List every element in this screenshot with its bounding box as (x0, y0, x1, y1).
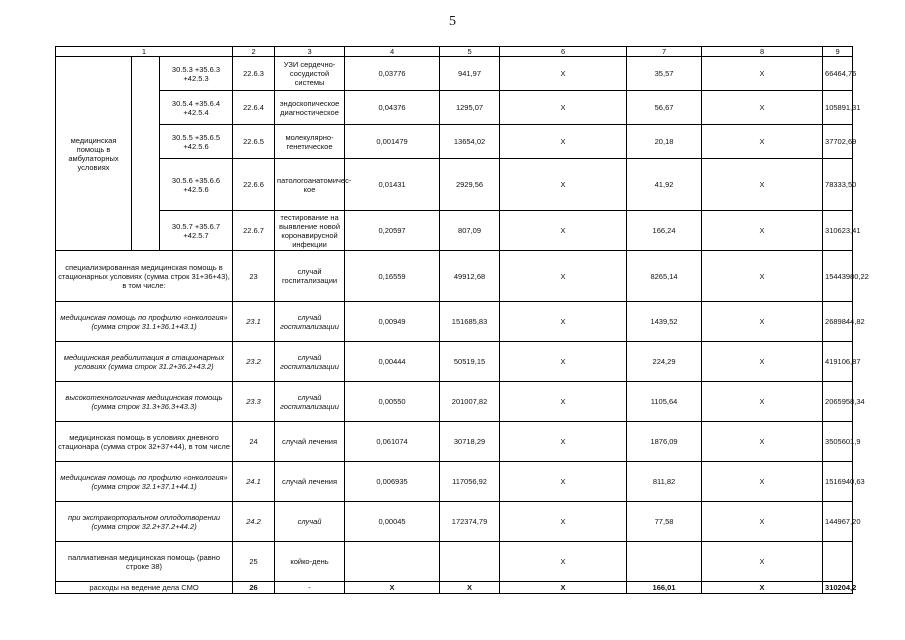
row-label: специализированная медицинская помощь в стационарных условиях (сумма строк 31+36+43), в том числе: (56, 251, 233, 302)
unit-cell: случай госпитализации (275, 382, 345, 422)
header-cell: 5 (440, 47, 500, 57)
value-cell (440, 542, 500, 582)
value-cell: 20,18 (627, 125, 702, 159)
table-row (56, 125, 853, 159)
value-cell: Х (702, 125, 823, 159)
table-row (56, 251, 853, 302)
value-cell: 1439,52 (627, 302, 702, 342)
value-cell: Х (500, 91, 627, 125)
unit-cell: УЗИ сердечно-сосудистой системы (275, 57, 345, 91)
row-label: расходы на ведение дела СМО (56, 582, 233, 594)
unit-cell: случай лечения (275, 462, 345, 502)
header-row (56, 47, 853, 57)
value-cell: 807,09 (440, 211, 500, 251)
value-cell: Х (500, 251, 627, 302)
header-cell: 1 (56, 47, 233, 57)
row-label: медицинская помощь в условиях дневного стационара (сумма строк 32+37+44), в том числе (56, 422, 233, 462)
value-cell: 224,29 (627, 342, 702, 382)
row-number: 26 (233, 582, 275, 594)
table-row (56, 502, 853, 542)
value-cell: 49912,68 (440, 251, 500, 302)
value-cell: 37702,69 (823, 125, 853, 159)
value-cell: 0,006935 (345, 462, 440, 502)
value-cell: Х (702, 422, 823, 462)
row-label: медицинская помощь по профилю «онкология» (сумма строк 32.1+37.1+44.1) (56, 462, 233, 502)
value-cell: 172374,79 (440, 502, 500, 542)
row-number: 22.6.3 (233, 57, 275, 91)
row-number: 24.1 (233, 462, 275, 502)
table-row (56, 91, 853, 125)
value-cell: 166,01 (627, 582, 702, 594)
value-cell: 151685,83 (440, 302, 500, 342)
value-cell: Х (702, 302, 823, 342)
value-cell: 66464,76 (823, 57, 853, 91)
table-row (56, 342, 853, 382)
group-label: медицинская помощь в амбулаторных условиях (56, 57, 132, 251)
value-cell: Х (500, 502, 627, 542)
unit-cell: случай лечения (275, 422, 345, 462)
value-cell: Х (500, 211, 627, 251)
table-row (56, 542, 853, 582)
table-row (56, 302, 853, 342)
value-cell: 0,00444 (345, 342, 440, 382)
code-cell: 30.5.7 +35.6.7 +42.5.7 (160, 211, 233, 251)
value-cell: 0,00949 (345, 302, 440, 342)
value-cell: Х (702, 211, 823, 251)
row-number: 23.2 (233, 342, 275, 382)
value-cell: Х (500, 159, 627, 211)
value-cell: 2065958,34 (823, 382, 853, 422)
value-cell: 310623,41 (823, 211, 853, 251)
unit-cell: эндоскопическое диагностическое (275, 91, 345, 125)
value-cell: Х (500, 125, 627, 159)
value-cell: 56,67 (627, 91, 702, 125)
value-cell: 201007,82 (440, 382, 500, 422)
value-cell: 35,57 (627, 57, 702, 91)
value-cell: Х (500, 382, 627, 422)
value-cell: 30718,29 (440, 422, 500, 462)
table-row (56, 462, 853, 502)
table-row (56, 159, 853, 211)
header-cell: 8 (702, 47, 823, 57)
value-cell: 310204,2 (823, 582, 853, 594)
header-cell: 3 (275, 47, 345, 57)
row-label: паллиативная медицинская помощь (равно строке 38) (56, 542, 233, 582)
row-label: высокотехнологичная медицинская помощь (сумма строк 31.3+36.3+43.3) (56, 382, 233, 422)
value-cell: Х (702, 462, 823, 502)
value-cell: 1105,64 (627, 382, 702, 422)
value-cell (345, 542, 440, 582)
header-cell: 6 (500, 47, 627, 57)
row-label: при экстракорпоральном оплодотворении (сумма строк 32.2+37.2+44.2) (56, 502, 233, 542)
row-number: 22.6.7 (233, 211, 275, 251)
value-cell: Х (702, 382, 823, 422)
unit-cell: случай (275, 502, 345, 542)
value-cell: 166,24 (627, 211, 702, 251)
code-cell: 30.5.4 +35.6.4 +42.5.4 (160, 91, 233, 125)
financial-table (55, 46, 869, 594)
value-cell: Х (702, 502, 823, 542)
row-number: 23 (233, 251, 275, 302)
unit-cell: случай госпитализации (275, 251, 345, 302)
value-cell: Х (440, 582, 500, 594)
unit-cell: тестирование на выявление новой коронавирусной инфекции (275, 211, 345, 251)
value-cell: 0,00550 (345, 382, 440, 422)
value-cell: Х (702, 251, 823, 302)
code-cell: 30.5.3 +35.6.3 +42.5.3 (160, 57, 233, 91)
value-cell: 0,01431 (345, 159, 440, 211)
value-cell: 15443980,22 (823, 251, 853, 302)
value-cell: 50519,15 (440, 342, 500, 382)
value-cell: Х (702, 91, 823, 125)
unit-cell: случай госпитализации (275, 342, 345, 382)
header-cell: 4 (345, 47, 440, 57)
table-row (56, 211, 853, 251)
value-cell: 0,00045 (345, 502, 440, 542)
value-cell: Х (500, 57, 627, 91)
unit-cell: патологоанатомичес-кое (275, 159, 345, 211)
value-cell: 2929,56 (440, 159, 500, 211)
unit-cell: случай госпитализации (275, 302, 345, 342)
value-cell: 419106,87 (823, 342, 853, 382)
row-number: 25 (233, 542, 275, 582)
value-cell: 77,58 (627, 502, 702, 542)
row-number: 24.2 (233, 502, 275, 542)
value-cell: 1876,09 (627, 422, 702, 462)
row-number: 23.1 (233, 302, 275, 342)
value-cell: 0,04376 (345, 91, 440, 125)
value-cell: 41,92 (627, 159, 702, 211)
row-number: 22.6.5 (233, 125, 275, 159)
value-cell: Х (500, 462, 627, 502)
value-cell: Х (702, 342, 823, 382)
row-number: 22.6.4 (233, 91, 275, 125)
value-cell: 117056,92 (440, 462, 500, 502)
value-cell: 3505601,9 (823, 422, 853, 462)
value-cell: Х (345, 582, 440, 594)
header-cell: 9 (823, 47, 853, 57)
value-cell: 144967,20 (823, 502, 853, 542)
table-row (56, 582, 853, 594)
value-cell: 0,061074 (345, 422, 440, 462)
table-row (56, 57, 853, 91)
value-cell: Х (500, 342, 627, 382)
value-cell: 8265,14 (627, 251, 702, 302)
page-number: 5 (449, 14, 456, 29)
unit-cell: койко-день (275, 542, 345, 582)
unit-cell: молекулярно-генетическое (275, 125, 345, 159)
row-number: 24 (233, 422, 275, 462)
value-cell: 105891,31 (823, 91, 853, 125)
row-label: медицинская реабилитация в стационарных условиях (сумма строк 31.2+36.2+43.2) (56, 342, 233, 382)
value-cell: Х (500, 422, 627, 462)
value-cell: Х (702, 159, 823, 211)
value-cell: Х (702, 582, 823, 594)
value-cell: 1295,07 (440, 91, 500, 125)
code-cell: 30.5.5 +35.6.5 +42.5.6 (160, 125, 233, 159)
table-row (56, 422, 853, 462)
value-cell (823, 542, 853, 582)
unit-cell: - (275, 582, 345, 594)
value-cell: 2689844,82 (823, 302, 853, 342)
value-cell: 0,001479 (345, 125, 440, 159)
table-row (56, 382, 853, 422)
row-number: 23.3 (233, 382, 275, 422)
value-cell: 0,16559 (345, 251, 440, 302)
header-cell: 7 (627, 47, 702, 57)
blank-cell (132, 57, 160, 251)
row-number: 22.6.6 (233, 159, 275, 211)
value-cell: 13654,02 (440, 125, 500, 159)
code-cell: 30.5.6 +35.6.6 +42.5.6 (160, 159, 233, 211)
value-cell: 0,20597 (345, 211, 440, 251)
value-cell: Х (500, 302, 627, 342)
value-cell: 78333,50 (823, 159, 853, 211)
value-cell: Х (702, 542, 823, 582)
value-cell: 941,97 (440, 57, 500, 91)
value-cell: 1516940,63 (823, 462, 853, 502)
value-cell: Х (500, 582, 627, 594)
value-cell: 811,82 (627, 462, 702, 502)
value-cell (627, 542, 702, 582)
value-cell: Х (702, 57, 823, 91)
value-cell: Х (500, 542, 627, 582)
row-label: медицинская помощь по профилю «онкология» (сумма строк 31.1+36.1+43.1) (56, 302, 233, 342)
header-cell: 2 (233, 47, 275, 57)
value-cell: 0,03776 (345, 57, 440, 91)
